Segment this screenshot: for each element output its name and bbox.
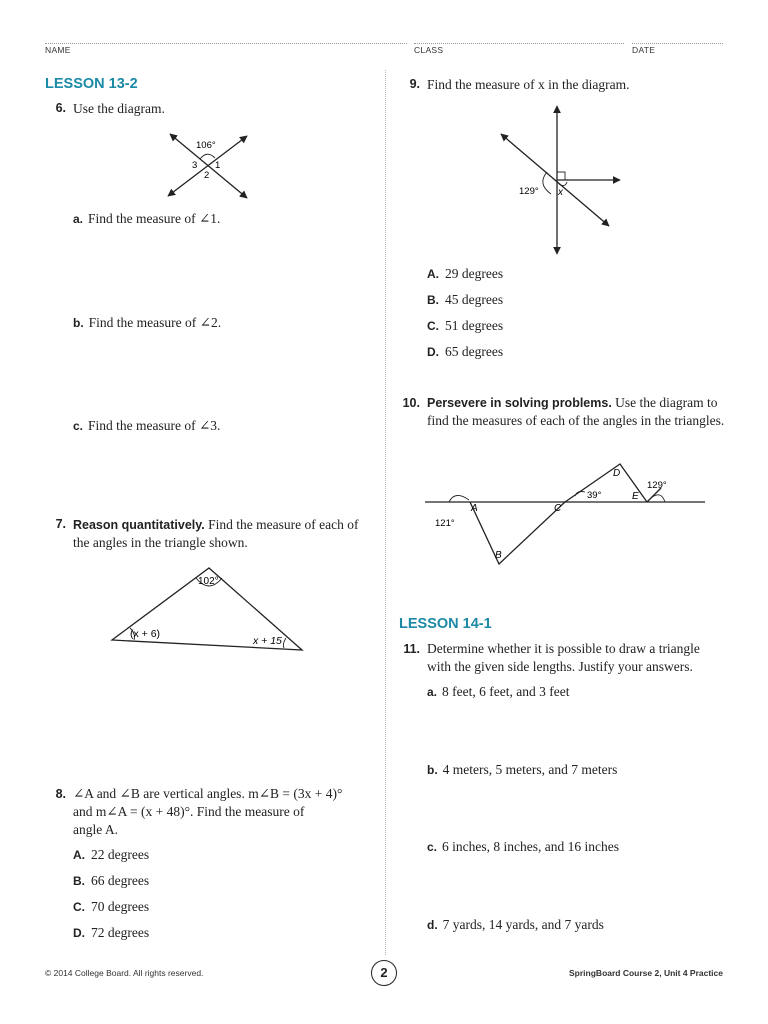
q7-angle-left: (x + 6) [130, 628, 161, 640]
q7-diagram [108, 562, 308, 652]
q6-angle-2: 2 [204, 170, 210, 181]
q11c: c. 6 inches, 8 inches, and 16 inches [427, 839, 619, 854]
q8-choice-a: A. 22 degrees [73, 847, 150, 862]
q10-text [427, 394, 727, 430]
q6c-text: Find the measure of ∠3. [88, 418, 221, 433]
q11-number: 11. [403, 642, 420, 656]
q9-choice-a: A. 29 degrees [427, 266, 504, 281]
q10-label-c: C [554, 503, 562, 514]
q7-angle-top: 102° [198, 576, 219, 587]
lesson-14-1-heading: LESSON 14-1 [399, 616, 492, 632]
q10-label-e: E [632, 491, 639, 502]
name-label: NAME [45, 45, 71, 55]
q10-angle-left: 121° [435, 518, 455, 529]
q7-angle-right: x + 15 [253, 635, 282, 647]
q6-angle-1: 1 [215, 160, 221, 171]
q9-number: 9. [409, 77, 420, 91]
q9-var-x: x [558, 187, 563, 198]
q6c-label: c. [73, 419, 84, 433]
q9-choice-c: C. 51 degrees [427, 318, 504, 333]
q6-diagram [160, 128, 260, 208]
class-label: CLASS [414, 45, 444, 55]
q10-diagram [425, 460, 710, 570]
q8-choice-b: B. 66 degrees [73, 873, 150, 888]
q9-choice-b: B. 45 degrees [427, 292, 504, 307]
q6-angle-3: 3 [192, 160, 198, 171]
footer-course: SpringBoard Course 2, Unit 4 Practice [569, 968, 723, 978]
q8-number: 8. [55, 787, 66, 801]
lesson-13-2-heading: LESSON 13-2 [45, 76, 138, 92]
q7-number: 7. [55, 517, 66, 531]
q11-text: Determine whether it is possible to draw a triangle with the given side lengths. Justify your answers. [427, 641, 700, 674]
q9-diagram [495, 102, 635, 262]
q10-angle-mid: 39° [587, 490, 602, 501]
q6b-text: Find the measure of ∠2. [88, 315, 222, 330]
q7-text [73, 516, 373, 552]
date-label: DATE [632, 45, 656, 55]
q6b-label: b. [73, 316, 84, 330]
q8-choice-c: C. 70 degrees [73, 899, 150, 914]
q10-label-b: B [495, 550, 502, 561]
q8-line2: and m∠A = (x + 48)°. Find the measure of [73, 804, 305, 819]
q11d: d. 7 yards, 14 yards, and 7 yards [427, 917, 604, 932]
q6a-label: a. [73, 212, 84, 226]
q6c [73, 417, 220, 435]
q10-angle-right: 129° [647, 480, 667, 491]
q11b: b. 4 meters, 5 meters, and 7 meters [427, 762, 618, 777]
q9-text: Find the measure of x in the diagram. [427, 77, 630, 92]
q10-label-a: A [471, 503, 478, 514]
q10-number: 10. [402, 396, 420, 410]
q8-line3: angle A. [73, 822, 118, 837]
q7-body: Find the measure of each of the angles in the triangle shown. [73, 517, 359, 550]
q9-choice-d: D. 65 degrees [427, 344, 504, 359]
column-divider [385, 70, 386, 955]
page-number: 2 [371, 960, 397, 986]
footer-copyright: © 2014 College Board. All rights reserved. [45, 968, 204, 978]
q10-body: Use the diagram to find the measures of each of the angles in the triangles. [427, 395, 725, 428]
q7-lead: Reason quantitatively. [73, 518, 205, 532]
q8-choice-d: D. 72 degrees [73, 925, 150, 940]
q10-label-d: D [613, 468, 621, 479]
q6-text: Use the diagram. [73, 101, 165, 116]
q11a: a. 8 feet, 6 feet, and 3 feet [427, 684, 570, 699]
date-line [632, 43, 723, 44]
q6a [73, 210, 220, 228]
q6-angle-label: 106° [196, 140, 216, 151]
q6b [73, 314, 221, 332]
q6a-text: Find the measure of ∠1. [88, 211, 221, 226]
q6-number: 6. [55, 101, 66, 115]
name-line [45, 43, 407, 44]
q8-line1: ∠A and ∠B are vertical angles. m∠B = (3x + 4)° [73, 786, 343, 801]
q10-lead: Persevere in solving problems. [427, 396, 612, 410]
q9-angle-label: 129° [519, 186, 539, 197]
class-line [414, 43, 624, 44]
